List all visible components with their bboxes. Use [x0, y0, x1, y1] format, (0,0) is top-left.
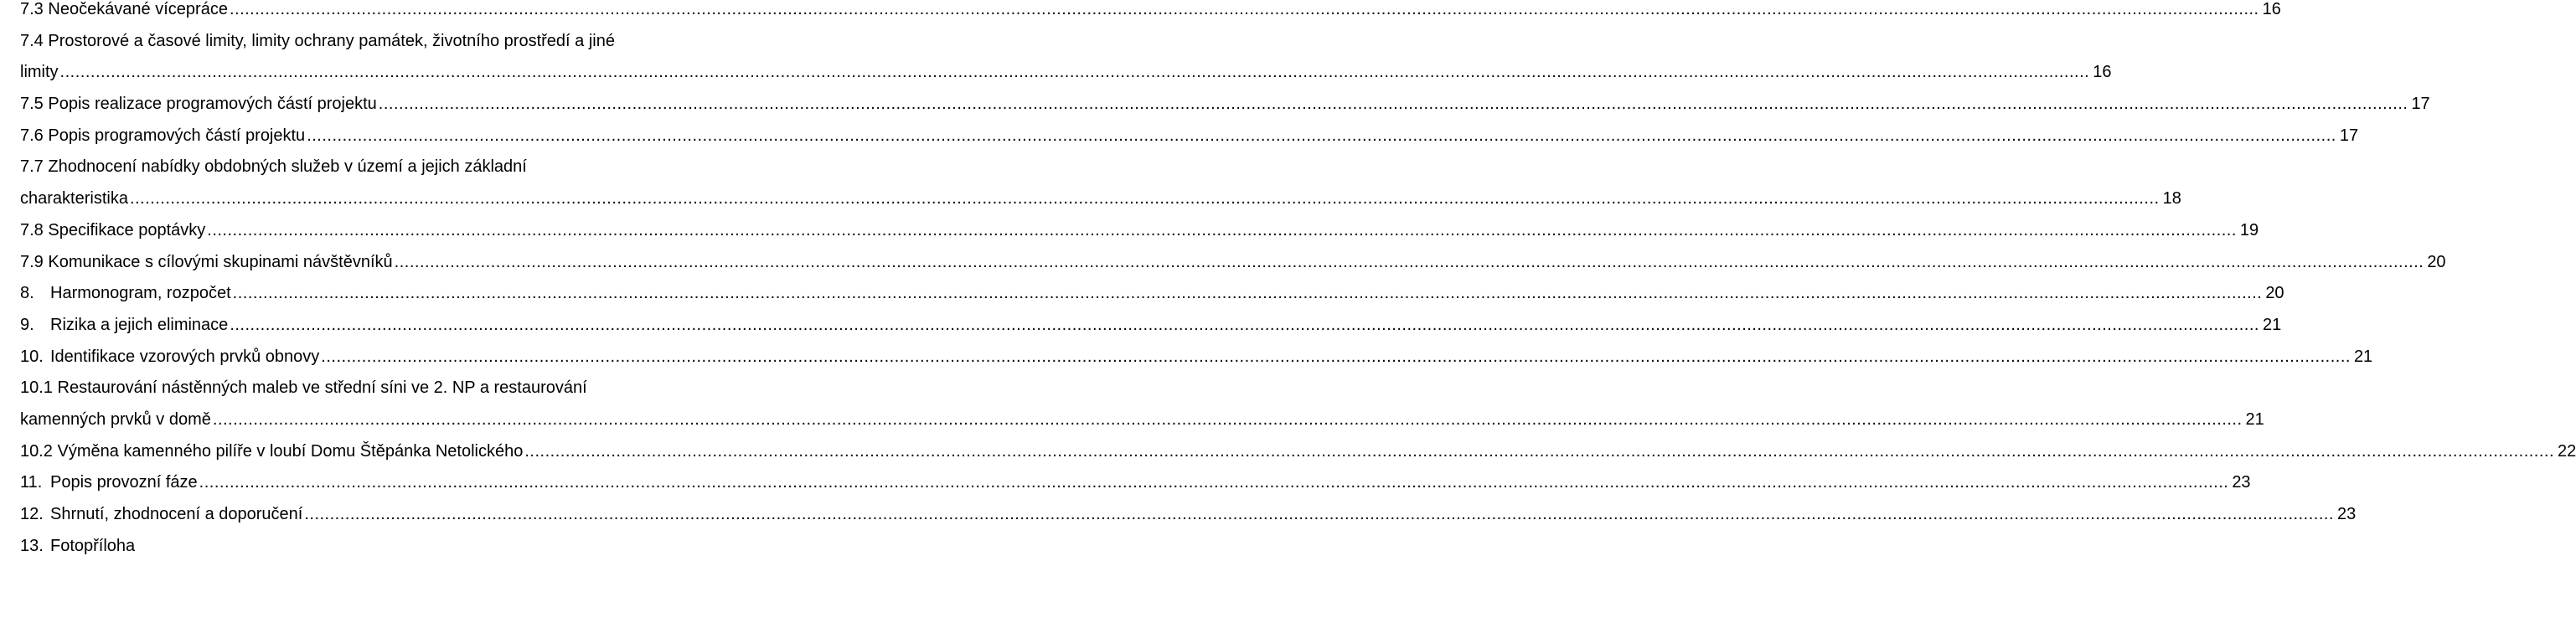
toc-entry-13[interactable] [20, 531, 801, 563]
toc-entry-7-6[interactable] [20, 121, 2359, 152]
leader-dots: ................................................................................................................................................................................................................................................................................................................................................................................................................ [230, 315, 2259, 334]
toc-entry-10[interactable] [20, 342, 2373, 373]
toc-entry-7-7[interactable] [20, 152, 2181, 214]
toc-number: 7.6 [20, 126, 44, 145]
toc-entry-12[interactable] [20, 499, 2357, 531]
toc-page-number: 16 [2262, 0, 2281, 18]
toc-page-number: 21 [2245, 409, 2264, 429]
leader-dots: ................................................................................................................................................................................................................................................................................................................................................................................................................ [207, 220, 2237, 239]
toc-page-number: 20 [2265, 284, 2284, 303]
toc-entry-11[interactable] [20, 467, 2251, 499]
toc-page-number: 16 [2093, 63, 2112, 82]
toc-title: Výměna kamenného pilíře v loubí Domu Štěpánka Netolického [57, 441, 524, 461]
leader-dots: ................................................................................................................................................................................................................................................................................................................................................................................................................ [394, 252, 2424, 271]
toc-number: 10. [20, 347, 44, 366]
toc-entry-10-2[interactable] [20, 436, 2576, 468]
leader-dots: ................................................................................................................................................................................................................................................................................................................................................................................................................ [304, 505, 2334, 523]
toc-number: 12. [20, 505, 44, 523]
toc-title: Popis programových částí projektu [48, 126, 306, 145]
toc-number: 7.9 [20, 252, 44, 271]
toc-page-number: 17 [2411, 95, 2430, 114]
toc-entry-7-9[interactable] [20, 247, 2446, 279]
toc-number: 7.4 [20, 31, 44, 50]
leader-dots: ................................................................................................................................................................................................................................................................................................................................................................................................................ [212, 409, 2243, 429]
toc-number: 13. [20, 536, 44, 555]
leader-dots: ................................................................................................................................................................................................................................................................................................................................................................................................................ [524, 441, 2555, 461]
toc-title-line2: limity [20, 63, 59, 82]
toc-entry-7-8[interactable] [20, 215, 2259, 247]
toc-title: Popis provozní fáze [50, 473, 198, 492]
toc-title: Komunikace s cílovými skupinami návštěvníků [48, 252, 393, 271]
toc-number: 10.2 [20, 441, 53, 461]
toc-title: Popis realizace programových částí projektu [48, 95, 377, 114]
toc-number: 9. [20, 315, 34, 334]
toc-number: 7.7 [20, 157, 44, 177]
leader-dots: ................................................................................................................................................................................................................................................................................................................................................................................................................ [321, 347, 2351, 366]
toc-page-number: 19 [2239, 220, 2259, 239]
toc-page-number: 23 [2336, 505, 2357, 523]
leader-dots: ................................................................................................................................................................................................................................................................................................................................................................................................................ [307, 126, 2336, 145]
leader-dots: ................................................................................................................................................................................................................................................................................................................................................................................................................ [229, 0, 2259, 18]
toc-page-number: 21 [2353, 347, 2373, 366]
leader-dots: ................................................................................................................................................................................................................................................................................................................................................................................................................ [232, 284, 2263, 303]
toc-number: 7.3 [20, 0, 44, 18]
leader-dots: ................................................................................................................................................................................................................................................................................................................................................................................................................ [378, 95, 2408, 114]
toc-entry-7-3[interactable] [20, 0, 2281, 26]
toc-title-line1: Restaurování nástěnných maleb ve střední síni ve 2. NP a restaurování [57, 378, 587, 398]
toc-entry-8[interactable] [20, 278, 2284, 310]
toc-title: Identifikace vzorových prvků obnovy [50, 347, 320, 366]
toc-page-number: 20 [2427, 252, 2446, 271]
toc-number: 7.5 [20, 95, 44, 114]
toc-page-number: 23 [2232, 473, 2251, 492]
toc-entry-10-1[interactable] [20, 373, 2264, 435]
leader-dots: ................................................................................................................................................................................................................................................................................................................................................................................................................ [199, 473, 2229, 492]
toc-title: Fotopříloha [50, 536, 136, 555]
toc-title-line1: Zhodnocení nabídky obdobných služeb v území a jejich základní [48, 157, 527, 177]
toc-page-number: 21 [2262, 315, 2282, 334]
toc-page-number: 22 [2558, 441, 2576, 461]
toc-entry-9[interactable] [20, 310, 2282, 342]
toc-number: 11. [20, 473, 43, 492]
toc-entry-7-5[interactable] [20, 89, 2430, 121]
toc-title: Shrnutí, zhodnocení a doporučení [50, 505, 303, 523]
toc-number: 7.8 [20, 220, 44, 239]
table-of-contents [20, 0, 2576, 562]
leader-dots: ................................................................................................................................................................................................................................................................................................................................................................................................................ [129, 189, 2160, 209]
toc-number: 10.1 [20, 378, 53, 398]
toc-title: Neočekávané vícepráce [48, 0, 228, 18]
toc-page-number: 18 [2162, 189, 2181, 209]
toc-page-number: 17 [2339, 126, 2359, 145]
toc-title: Rizika a jejich eliminace [50, 315, 229, 334]
leader-dots: ................................................................................................................................................................................................................................................................................................................................................................................................................ [59, 63, 2090, 82]
toc-title-line2: charakteristika [20, 189, 128, 209]
toc-title: Specifikace poptávky [48, 220, 206, 239]
toc-title-line2: kamenných prvků v domě [20, 409, 211, 429]
toc-title: Harmonogram, rozpočet [50, 284, 231, 303]
toc-number: 8. [20, 284, 34, 303]
toc-entry-7-4[interactable] [20, 26, 2112, 89]
toc-title-line1: Prostorové a časové limity, limity ochrany památek, životního prostředí a jiné [48, 31, 615, 50]
